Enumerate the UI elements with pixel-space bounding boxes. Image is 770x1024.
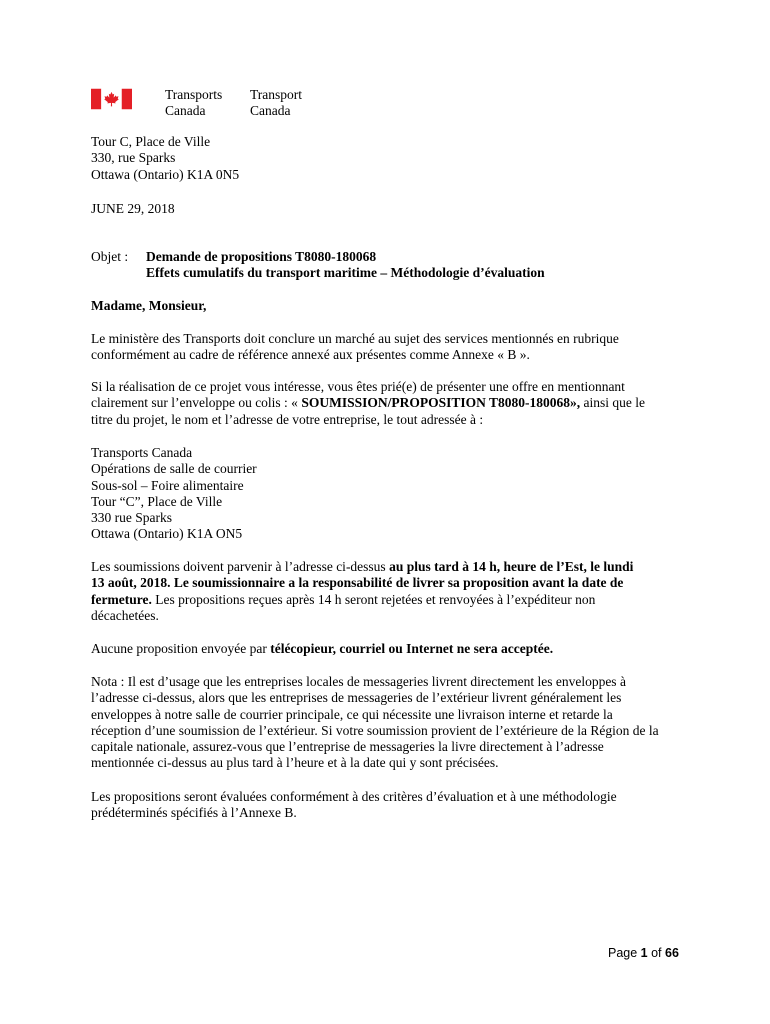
current-page: 1 [640,946,648,960]
address-line: Tour C, Place de Ville [91,134,211,149]
paragraph-line [91,592,691,608]
dept-fr-line2: Canada [250,103,291,118]
paragraph-line: l’adresse ci-dessus, alors que les entreprises de messageries de l’extérieur livrent généralement les [91,690,622,706]
text-run: fermeture. [91,591,152,607]
paragraph-line [91,395,691,411]
total-pages: 66 [665,946,679,960]
paragraph-line: conformément au cadre de référence annexé aux présentes comme Annexe « B ». [91,347,530,363]
address-line: Ottawa (Ontario) K1A 0N5 [91,166,240,182]
paragraph-line: réception d’une soumission de l’extérieur. Si votre soumission provient de l’extérieure de la Région de la [91,722,659,738]
text-run: clairement sur l’enveloppe ou colis : « [91,395,302,411]
paragraph-line: prédéterminés spécifiés à l’Annexe B. [91,805,297,821]
page-label: Page [608,946,641,960]
paragraph-line: Le ministère des Transports doit conclure un marché au sujet des services mentionnés en rubrique [91,331,619,346]
paragraph-line: capitale nationale, assurez-vous que l’entreprise de messageries la livre directement à l’adresse [91,739,604,755]
subject-line: Effets cumulatifs du transport maritime – Méthodologie d’évaluation [146,265,545,281]
letter-date [91,201,691,217]
dept-fr-line1: Transport [250,87,303,102]
paragraph-line: enveloppes à notre salle de courrier principale, ce qui nécessite une livraison interne et retarde la [91,706,613,722]
paragraph-6 [91,789,691,822]
subject-label: Objet : [91,249,129,264]
paragraph-line [91,559,691,575]
paragraph-line: Si la réalisation de ce projet vous intéresse, vous êtes prié(e) de présenter une offre en mentionnant [91,379,625,394]
paragraph-2 [91,379,691,428]
address-line: 330, rue Sparks [91,150,176,166]
text-run: Les soumissions doivent parvenir à l’adresse ci-dessus [91,559,390,574]
mailing-line: Opérations de salle de courrier [91,461,257,477]
text-run: ainsi que le [580,395,645,411]
sender-address [91,134,691,183]
canada-flag-icon [91,88,132,110]
deadline-text: au plus tard à 14 h, heure de l’Est, le lundi [389,559,634,574]
page-number [608,946,679,960]
paragraph-line: titre du projet, le nom et l’adresse de votre entreprise, le tout adressée à : [91,411,484,427]
department-name-fr [250,87,302,119]
paragraph-4 [91,641,691,657]
paragraph-3 [91,559,691,624]
paragraph-5 [91,674,691,772]
mailing-line: Transports Canada [91,445,193,460]
text-run: Aucune proposition envoyée par [91,641,271,656]
subject-line: Demande de propositions T8080-180068 [146,249,377,264]
mailing-line: 330 rue Sparks [91,510,172,526]
mailing-line: Ottawa (Ontario) K1A ON5 [91,526,243,542]
mailing-line: Sous-sol – Foire alimentaire [91,477,244,493]
submission-reference: SOUMISSION/PROPOSITION T8080-180068», [301,395,581,411]
date-text: JUNE 29, 2018 [91,201,175,216]
paragraph-line: Les propositions seront évaluées conformément à des critères d’évaluation et à une méthodologie [91,789,617,804]
mailing-address [91,445,691,543]
paragraph-line: Nota : Il est d’usage que les entreprises locales de messageries livrent directement les enveloppes à [91,674,626,689]
salutation-text: Madame, Monsieur, [91,298,207,313]
mailing-line: Tour “C”, Place de Ville [91,493,223,509]
paragraph-1 [91,331,691,364]
paragraph-line: mentionnée ci-dessus au plus tard à l’heure et à la date qui y sont précisées. [91,755,499,771]
subject-text [146,249,545,282]
department-name-en [165,87,222,119]
paragraph-line [91,641,691,657]
salutation [91,298,691,314]
paragraph-line: 13 août, 2018. Le soumissionnaire a la responsabilité de livrer sa proposition avant la date de [91,575,624,591]
paragraph-line: décachetées. [91,607,159,623]
of-label: of [647,946,665,960]
text-run: Les propositions reçues après 14 h seront rejetées et renvoyées à l’expéditeur non [151,591,596,607]
dept-en-line1: Transports [165,87,223,102]
dept-en-line2: Canada [165,103,206,118]
text-run: télécopieur, courriel ou Internet ne sera acceptée. [270,641,554,656]
